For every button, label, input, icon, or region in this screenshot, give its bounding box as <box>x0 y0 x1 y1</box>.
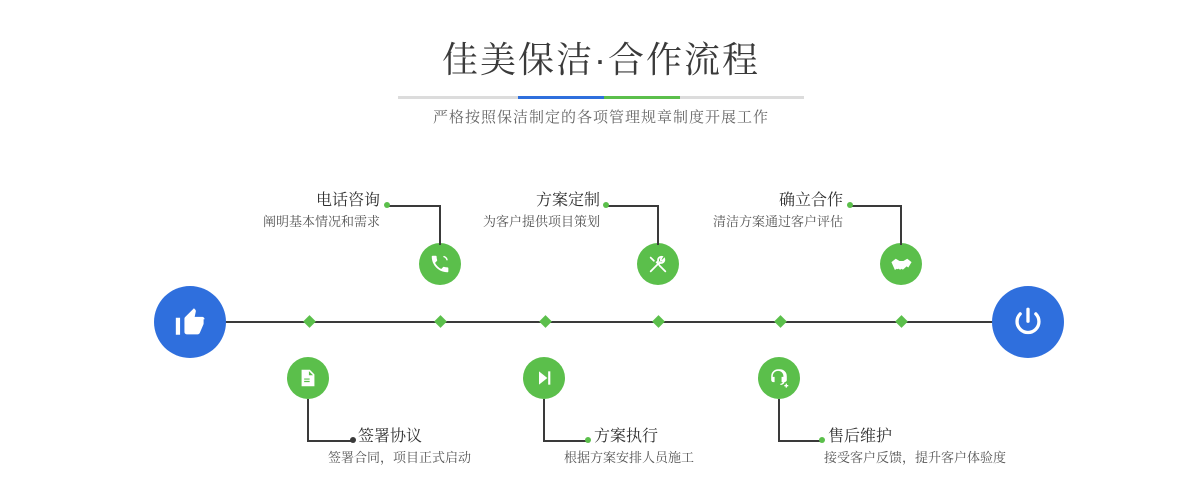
step-2-connector-vertical <box>307 399 309 441</box>
step-5-connector-horizontal <box>850 205 901 207</box>
rule-segment-green <box>604 96 680 99</box>
step-6-title: 售后维护 <box>828 428 893 445</box>
step-2-label <box>328 426 472 468</box>
step-4-connector-vertical <box>543 399 545 441</box>
step-2-connector-horizontal <box>307 440 352 442</box>
step-1-connector-horizontal <box>387 205 440 207</box>
step-4-desc: 根据方案安排人员施工 <box>564 450 695 465</box>
step-3-connector-vertical <box>657 205 659 245</box>
start-node <box>154 286 226 358</box>
step-6-desc: 接受客户反馈，提升客户体验度 <box>824 450 1007 465</box>
handshake-icon <box>890 253 913 276</box>
step-5-label <box>700 190 843 232</box>
step-1-desc: 阐明基本情况和需求 <box>262 214 380 229</box>
play-skip-icon <box>534 368 554 388</box>
axis-marker <box>539 315 552 328</box>
step-4-title: 方案执行 <box>594 428 659 445</box>
axis-marker <box>652 315 665 328</box>
page-title: 佳美保洁·合作流程 <box>442 39 760 80</box>
step-4-label <box>564 426 695 468</box>
step-6-connector-dot <box>819 437 825 443</box>
step-3-label <box>460 190 600 232</box>
axis-marker <box>434 315 447 328</box>
step-1-icon-circle <box>419 243 461 285</box>
document-edit-icon <box>297 367 319 389</box>
phone-ring-icon <box>429 253 451 275</box>
step-1-connector-dot <box>384 202 390 208</box>
step-3-connector-dot <box>603 202 609 208</box>
step-3-title: 方案定制 <box>535 192 600 209</box>
step-1-label <box>255 190 380 232</box>
tools-icon <box>647 253 669 275</box>
step-4-icon-circle <box>523 357 565 399</box>
step-6-connector-horizontal <box>778 440 820 442</box>
step-1-title: 电话咨询 <box>315 192 380 209</box>
step-1-connector-vertical <box>439 205 441 245</box>
step-5-desc: 清洁方案通过客户评估 <box>712 214 843 229</box>
axis-marker <box>303 315 316 328</box>
step-2-connector-dot <box>350 437 356 443</box>
rule-segment-left <box>398 96 518 99</box>
end-node <box>992 286 1064 358</box>
rule-segment-right <box>680 96 804 99</box>
axis-marker <box>774 315 787 328</box>
step-6-icon-circle <box>758 357 800 399</box>
rule-segment-blue <box>518 96 604 99</box>
step-3-icon-circle <box>637 243 679 285</box>
step-6-connector-vertical <box>778 399 780 441</box>
title-rule <box>0 96 1202 99</box>
step-5-connector-dot <box>847 202 853 208</box>
headset-support-icon <box>768 367 790 389</box>
page-subtitle: 严格按照保洁制定的各项管理规章制度开展工作 <box>432 109 769 126</box>
step-6-label <box>824 426 1007 468</box>
step-2-icon-circle <box>287 357 329 399</box>
thumbs-up-icon <box>173 305 207 339</box>
step-4-connector-dot <box>585 437 591 443</box>
step-4-connector-horizontal <box>543 440 586 442</box>
axis-marker <box>895 315 908 328</box>
step-5-connector-vertical <box>900 205 902 245</box>
step-2-desc: 签署合同，项目正式启动 <box>328 450 472 465</box>
step-5-title: 确立合作 <box>778 192 843 209</box>
step-3-desc: 为客户提供项目策划 <box>482 214 600 229</box>
step-3-connector-horizontal <box>606 205 658 207</box>
step-2-title: 签署协议 <box>358 428 423 445</box>
step-5-icon-circle <box>880 243 922 285</box>
power-icon <box>1010 304 1046 340</box>
